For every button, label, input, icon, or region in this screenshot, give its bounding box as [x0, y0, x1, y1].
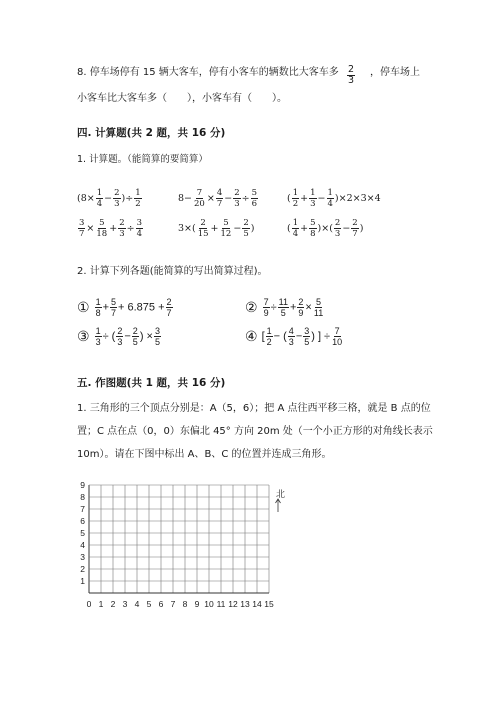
x-tick-label: 5: [146, 599, 152, 609]
x-tick-label: 12: [228, 599, 238, 609]
section5-q1-line2: 置；C 点在点（0，0）东偏北 45° 方向 20m 处（一个小正方形的对角线长表示: [77, 426, 433, 437]
x-tick-label: 7: [170, 599, 176, 609]
q8-fraction: [346, 65, 356, 86]
north-label: 北: [276, 489, 286, 499]
q8-line1: [77, 66, 339, 80]
section5-title: 五. 作图题(共 1 题，共 16 分): [77, 377, 226, 389]
q8-text-b: ，停车场上: [370, 67, 420, 78]
problem-2-4: ④ [ $\frac{1}{2}$ − ( $\frac{4}{3}$ − $\frac{3}{5}$ ) ] ÷ $\frac{7}{10}$: [245, 326, 343, 347]
x-tick-label: 3: [122, 599, 128, 609]
problem-1-2: 8− $\frac{7}{20}$ × $\frac{4}{7}$ − $\frac{2}{3}$ ÷ $\frac{5}{6}$: [178, 188, 258, 209]
q8-frac-den: 3: [348, 75, 355, 86]
y-tick-label: 2: [80, 564, 85, 574]
problem-2-1: ① $\frac{1}{8}$ + $\frac{5}{7}$ + 6.875 + $\frac{2}{7}$: [77, 297, 172, 318]
problem-1-6: ( $\frac{1}{4}$ + $\frac{5}{8}$ )×( $\frac{2}{3}$ − $\frac{2}{7}$ ): [287, 218, 364, 239]
north-arrow-icon: [276, 499, 281, 512]
x-tick-label: 2: [110, 599, 116, 609]
x-tick-label: 1: [98, 599, 104, 609]
problem-1-4: $\frac{3}{7}$ × $\frac{5}{18}$ + $\frac{2}{3}$ ÷ $\frac{3}{4}$: [79, 218, 142, 239]
y-tick-label: 9: [80, 480, 85, 490]
x-tick-label: 11: [216, 599, 226, 609]
problem-1-1: (8× $\frac{1}{4}$ − $\frac{2}{3}$ )÷ $\frac{1}{2}$: [77, 188, 141, 209]
problem-1-5: 3×( $\frac{2}{15}$ + $\frac{5}{12}$ − $\frac{2}{5}$ ): [178, 218, 255, 239]
section5-q1-line1: 1. 三角形的三个顶点分别是：A（5，6）；把 A 点往西平移三格，就是 B 点的位: [77, 403, 431, 414]
x-tick-label: 6: [158, 599, 164, 609]
problem-1-3: ( $\frac{1}{2}$ + $\frac{1}{3}$ − $\frac{1}{4}$ )×2×3×4: [287, 188, 381, 209]
y-tick-label: 7: [80, 504, 85, 514]
y-tick-label: 3: [80, 552, 85, 562]
y-tick-label: 6: [80, 516, 85, 526]
section4-title: 四. 计算题(共 2 题，共 16 分): [77, 127, 226, 139]
x-tick-label: 9: [194, 599, 200, 609]
q8-frac-num: 2: [348, 64, 355, 75]
y-tick-label: 8: [80, 492, 85, 502]
section5-q1-line3: 10m）。请在下图中标出 A、B、C 的位置并连成三角形。: [77, 449, 332, 460]
y-tick-label: 4: [80, 540, 85, 550]
q8-text-a: 8. 停车场停有 15 辆大客车，停有小客车的辆数比大客车多: [77, 67, 339, 78]
q8-line2: 小客车比大客车多（ ），小客车有（ ）。: [77, 93, 287, 104]
x-tick-label: 14: [252, 599, 262, 609]
x-tick-label: 8: [182, 599, 188, 609]
x-tick-label: 4: [134, 599, 140, 609]
x-tick-label: 10: [204, 599, 214, 609]
section4-q1-label: 1. 计算题。（能简算的要简算）: [77, 154, 208, 165]
section4-q2-label: 2. 计算下列各题(能简算的写出简算过程)。: [77, 266, 268, 277]
problem-2-3: ③ $\frac{1}{3}$ ÷ ( $\frac{2}{3}$ − $\frac{2}{5}$ ) × $\frac{3}{5}$: [77, 326, 160, 347]
x-tick-label: 0: [86, 599, 92, 609]
x-tick-label: 15: [264, 599, 274, 609]
x-tick-label: 13: [240, 599, 250, 609]
y-tick-label: 1: [80, 576, 85, 586]
y-tick-label: 5: [80, 528, 85, 538]
problem-2-2: ② $\frac{7}{9}$ ÷ $\frac{11}{5}$ + $\frac{2}{9}$ × $\frac{5}{11}$: [245, 297, 324, 318]
